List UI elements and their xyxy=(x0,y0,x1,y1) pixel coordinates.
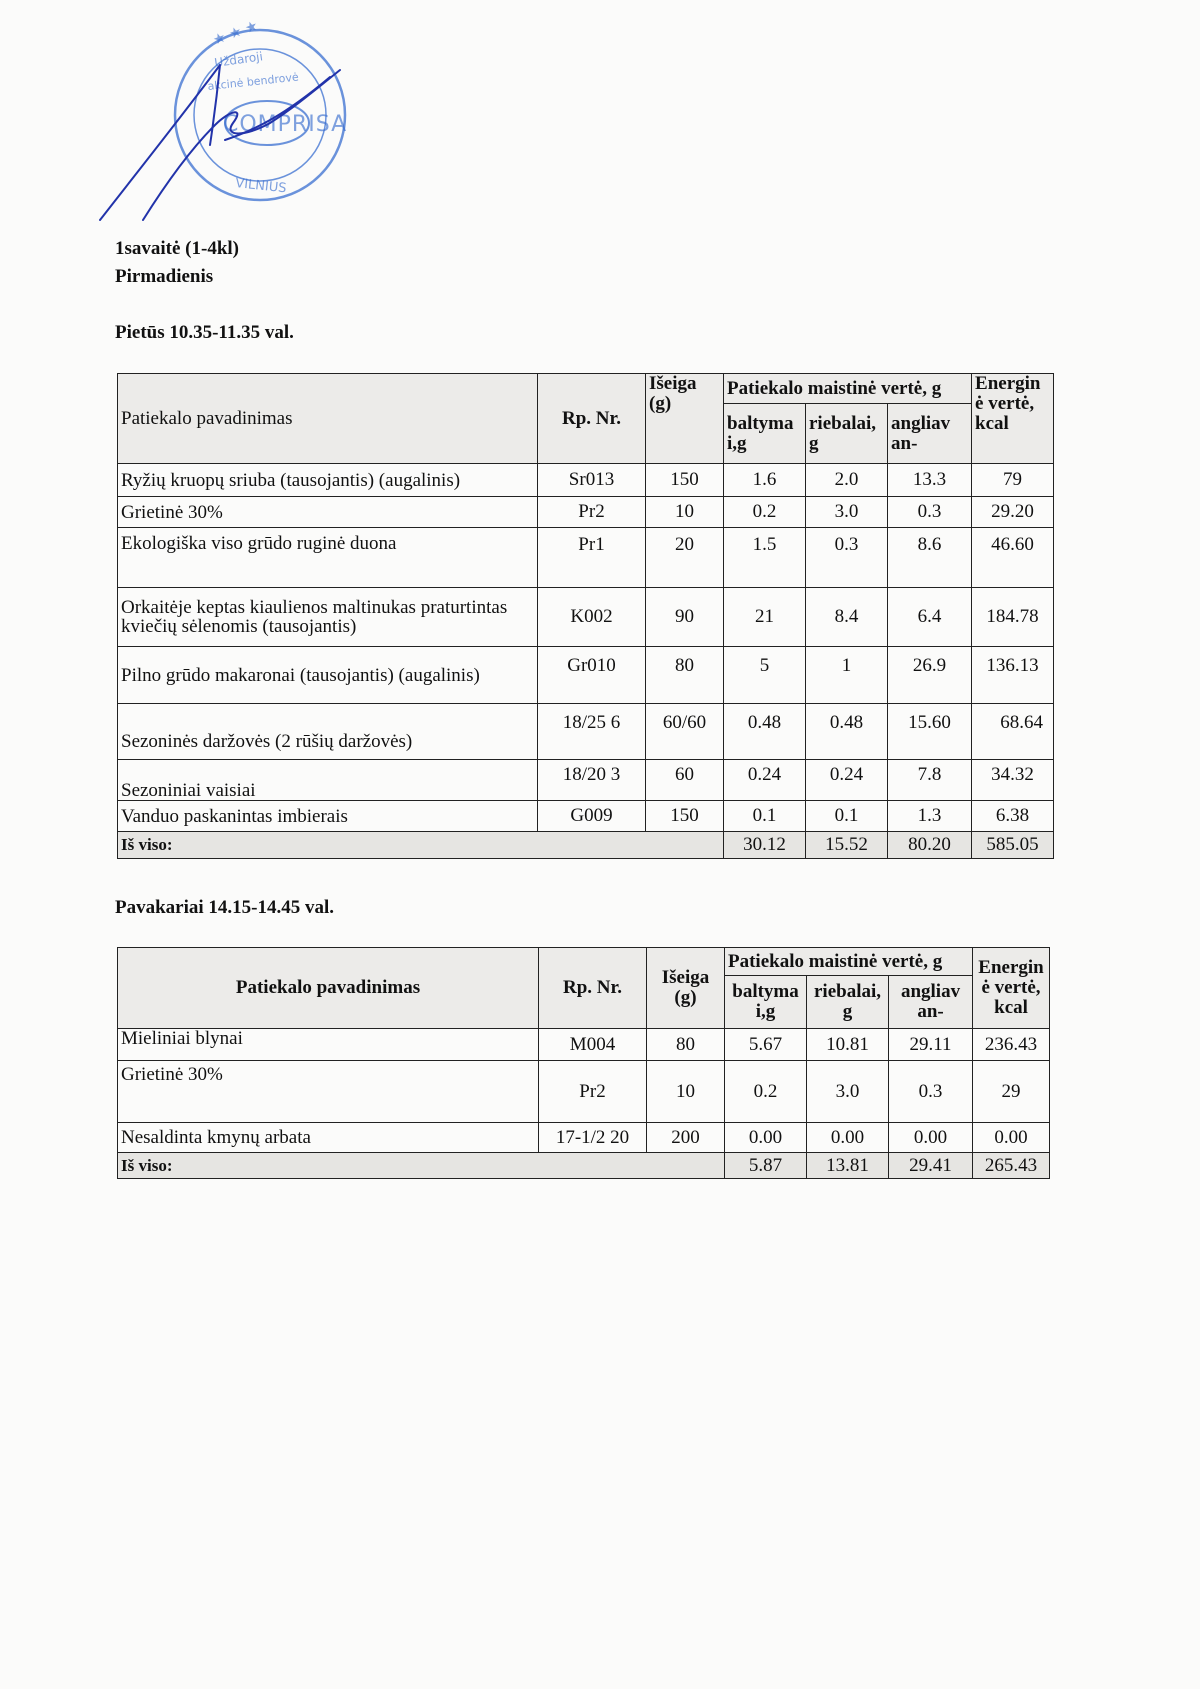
protein-value: 0.1 xyxy=(724,801,806,832)
dish-name: Orkaitėje keptas kiaulienos maltinukas praturtintas kviečių sėlenomis (tausojantis) xyxy=(118,588,538,647)
dish-name: Pilno grūdo makaronai (tausojantis) (augalinis) xyxy=(118,647,538,704)
total-protein: 5.87 xyxy=(725,1153,807,1179)
carbs-value: 13.3 xyxy=(888,464,972,497)
fat-value: 10.81 xyxy=(807,1029,889,1061)
table-row xyxy=(118,760,1054,801)
protein-value: 0.48 xyxy=(724,704,806,760)
protein-value: 5 xyxy=(724,647,806,704)
svg-text:★ ★ ★: ★ ★ ★ xyxy=(210,17,261,49)
carbs-value: 15.60 xyxy=(888,704,972,760)
energy-value: 236.43 xyxy=(973,1029,1050,1061)
energy-value: 6.38 xyxy=(972,801,1054,832)
meal-title-lunch: Pietūs 10.35-11.35 val. xyxy=(115,322,294,343)
energy-value: 0.00 xyxy=(973,1123,1050,1153)
total-row xyxy=(118,1153,1050,1179)
fat-value: 0.24 xyxy=(806,760,888,801)
header-rp: Rp. Nr. xyxy=(538,374,646,464)
rp-number: 17-1/2 20 xyxy=(539,1123,647,1153)
yield-value: 60/60 xyxy=(646,704,724,760)
energy-value: 136.13 xyxy=(972,647,1054,704)
header-rp: Rp. Nr. xyxy=(539,948,647,1029)
fat-value: 0.00 xyxy=(807,1123,889,1153)
rp-number: Pr2 xyxy=(538,497,646,528)
dish-name: Sezoninės daržovės (2 rūšių daržovės) xyxy=(118,704,538,760)
total-carbs: 80.20 xyxy=(888,832,972,859)
energy-value: 184.78 xyxy=(972,588,1054,647)
total-label: Iš viso: xyxy=(118,1153,725,1179)
yield-value: 20 xyxy=(646,528,724,588)
table-row xyxy=(118,1029,1050,1061)
header-carbs: angliav an- xyxy=(888,404,972,464)
fat-value: 8.4 xyxy=(806,588,888,647)
total-label: Iš viso: xyxy=(118,832,724,859)
fat-value: 3.0 xyxy=(806,497,888,528)
total-fat: 13.81 xyxy=(807,1153,889,1179)
rp-number: Gr010 xyxy=(538,647,646,704)
energy-value: 34.32 xyxy=(972,760,1054,801)
table-row xyxy=(118,704,1054,760)
header-name: Patiekalo pavadinimas xyxy=(118,948,539,1029)
protein-value: 1.5 xyxy=(724,528,806,588)
fat-value: 3.0 xyxy=(807,1061,889,1123)
carbs-value: 26.9 xyxy=(888,647,972,704)
energy-value: 68.64 xyxy=(972,704,1054,760)
energy-value: 29.20 xyxy=(972,497,1054,528)
meal-title-snack: Pavakariai 14.15-14.45 val. xyxy=(115,897,335,918)
protein-value: 0.2 xyxy=(725,1061,807,1123)
header-yield: Išeiga (g) xyxy=(646,374,724,464)
carbs-value: 1.3 xyxy=(888,801,972,832)
svg-text:VILNIUS: VILNIUS xyxy=(234,176,288,197)
dish-name: Mieliniai blynai xyxy=(118,1029,539,1061)
total-carbs: 29.41 xyxy=(889,1153,973,1179)
protein-value: 1.6 xyxy=(724,464,806,497)
fat-value: 0.3 xyxy=(806,528,888,588)
svg-text:Uždaroji: Uždaroji xyxy=(213,49,264,70)
svg-text:COMPRISA: COMPRISA xyxy=(223,112,348,137)
table-row xyxy=(118,1123,1050,1153)
protein-value: 5.67 xyxy=(725,1029,807,1061)
table-row xyxy=(118,464,1054,497)
header-protein: baltyma i,g xyxy=(724,404,806,464)
company-stamp xyxy=(95,15,365,235)
rp-number: Sr013 xyxy=(538,464,646,497)
dish-name: Grietinė 30% xyxy=(118,1061,539,1123)
table-row xyxy=(118,1061,1050,1123)
carbs-value: 0.3 xyxy=(888,497,972,528)
protein-value: 0.24 xyxy=(724,760,806,801)
svg-text:akcinė bendrovė: akcinė bendrovė xyxy=(206,70,300,93)
yield-value: 80 xyxy=(647,1029,725,1061)
yield-value: 60 xyxy=(646,760,724,801)
header-fat: riebalai, g xyxy=(807,976,889,1029)
dish-name: Sezoniniai vaisiai xyxy=(118,760,538,801)
protein-value: 0.2 xyxy=(724,497,806,528)
table-row xyxy=(118,588,1054,647)
yield-value: 150 xyxy=(646,801,724,832)
yield-value: 200 xyxy=(647,1123,725,1153)
header-energy: Energin ė vertė, kcal xyxy=(972,374,1054,464)
carbs-value: 6.4 xyxy=(888,588,972,647)
rp-number: 18/25 6 xyxy=(538,704,646,760)
dish-name: Vanduo paskanintas imbierais xyxy=(118,801,538,832)
rp-number: G009 xyxy=(538,801,646,832)
yield-value: 90 xyxy=(646,588,724,647)
total-energy: 265.43 xyxy=(973,1153,1050,1179)
dish-name: Ryžių kruopų sriuba (tausojantis) (augalinis) xyxy=(118,464,538,497)
protein-value: 21 xyxy=(724,588,806,647)
header-protein: baltyma i,g xyxy=(725,976,807,1029)
snack-table xyxy=(117,947,1050,1179)
rp-number: M004 xyxy=(539,1029,647,1061)
energy-value: 79 xyxy=(972,464,1054,497)
dish-name: Nesaldinta kmynų arbata xyxy=(118,1123,539,1153)
energy-value: 29 xyxy=(973,1061,1050,1123)
table-row xyxy=(118,528,1054,588)
header-nutrition: Patiekalo maistinė vertė, g xyxy=(725,948,973,976)
table-row xyxy=(118,647,1054,704)
carbs-value: 29.11 xyxy=(889,1029,973,1061)
header-fat: riebalai, g xyxy=(806,404,888,464)
header-yield: Išeiga (g) xyxy=(647,948,725,1029)
day-label: Pirmadienis xyxy=(115,266,214,287)
header-nutrition: Patiekalo maistinė vertė, g xyxy=(724,374,972,404)
total-energy: 585.05 xyxy=(972,832,1054,859)
dish-name: Ekologiška viso grūdo ruginė duona xyxy=(118,528,538,588)
carbs-value: 0.3 xyxy=(889,1061,973,1123)
total-row xyxy=(118,832,1054,859)
yield-value: 80 xyxy=(646,647,724,704)
fat-value: 0.1 xyxy=(806,801,888,832)
fat-value: 1 xyxy=(806,647,888,704)
week-label: 1savaitė (1-4kl) xyxy=(115,238,240,259)
dish-name: Grietinė 30% xyxy=(118,497,538,528)
rp-number: 18/20 3 xyxy=(538,760,646,801)
total-fat: 15.52 xyxy=(806,832,888,859)
energy-value: 46.60 xyxy=(972,528,1054,588)
lunch-table xyxy=(117,373,1054,859)
header-carbs: angliav an- xyxy=(889,976,973,1029)
carbs-value: 0.00 xyxy=(889,1123,973,1153)
total-protein: 30.12 xyxy=(724,832,806,859)
rp-number: Pr2 xyxy=(539,1061,647,1123)
rp-number: Pr1 xyxy=(538,528,646,588)
header-energy: Energin ė vertė, kcal xyxy=(973,948,1050,1029)
yield-value: 150 xyxy=(646,464,724,497)
yield-value: 10 xyxy=(647,1061,725,1123)
header-name: Patiekalo pavadinimas xyxy=(118,374,538,464)
table-row xyxy=(118,497,1054,528)
fat-value: 0.48 xyxy=(806,704,888,760)
fat-value: 2.0 xyxy=(806,464,888,497)
table-row xyxy=(118,801,1054,832)
yield-value: 10 xyxy=(646,497,724,528)
carbs-value: 8.6 xyxy=(888,528,972,588)
rp-number: K002 xyxy=(538,588,646,647)
carbs-value: 7.8 xyxy=(888,760,972,801)
protein-value: 0.00 xyxy=(725,1123,807,1153)
